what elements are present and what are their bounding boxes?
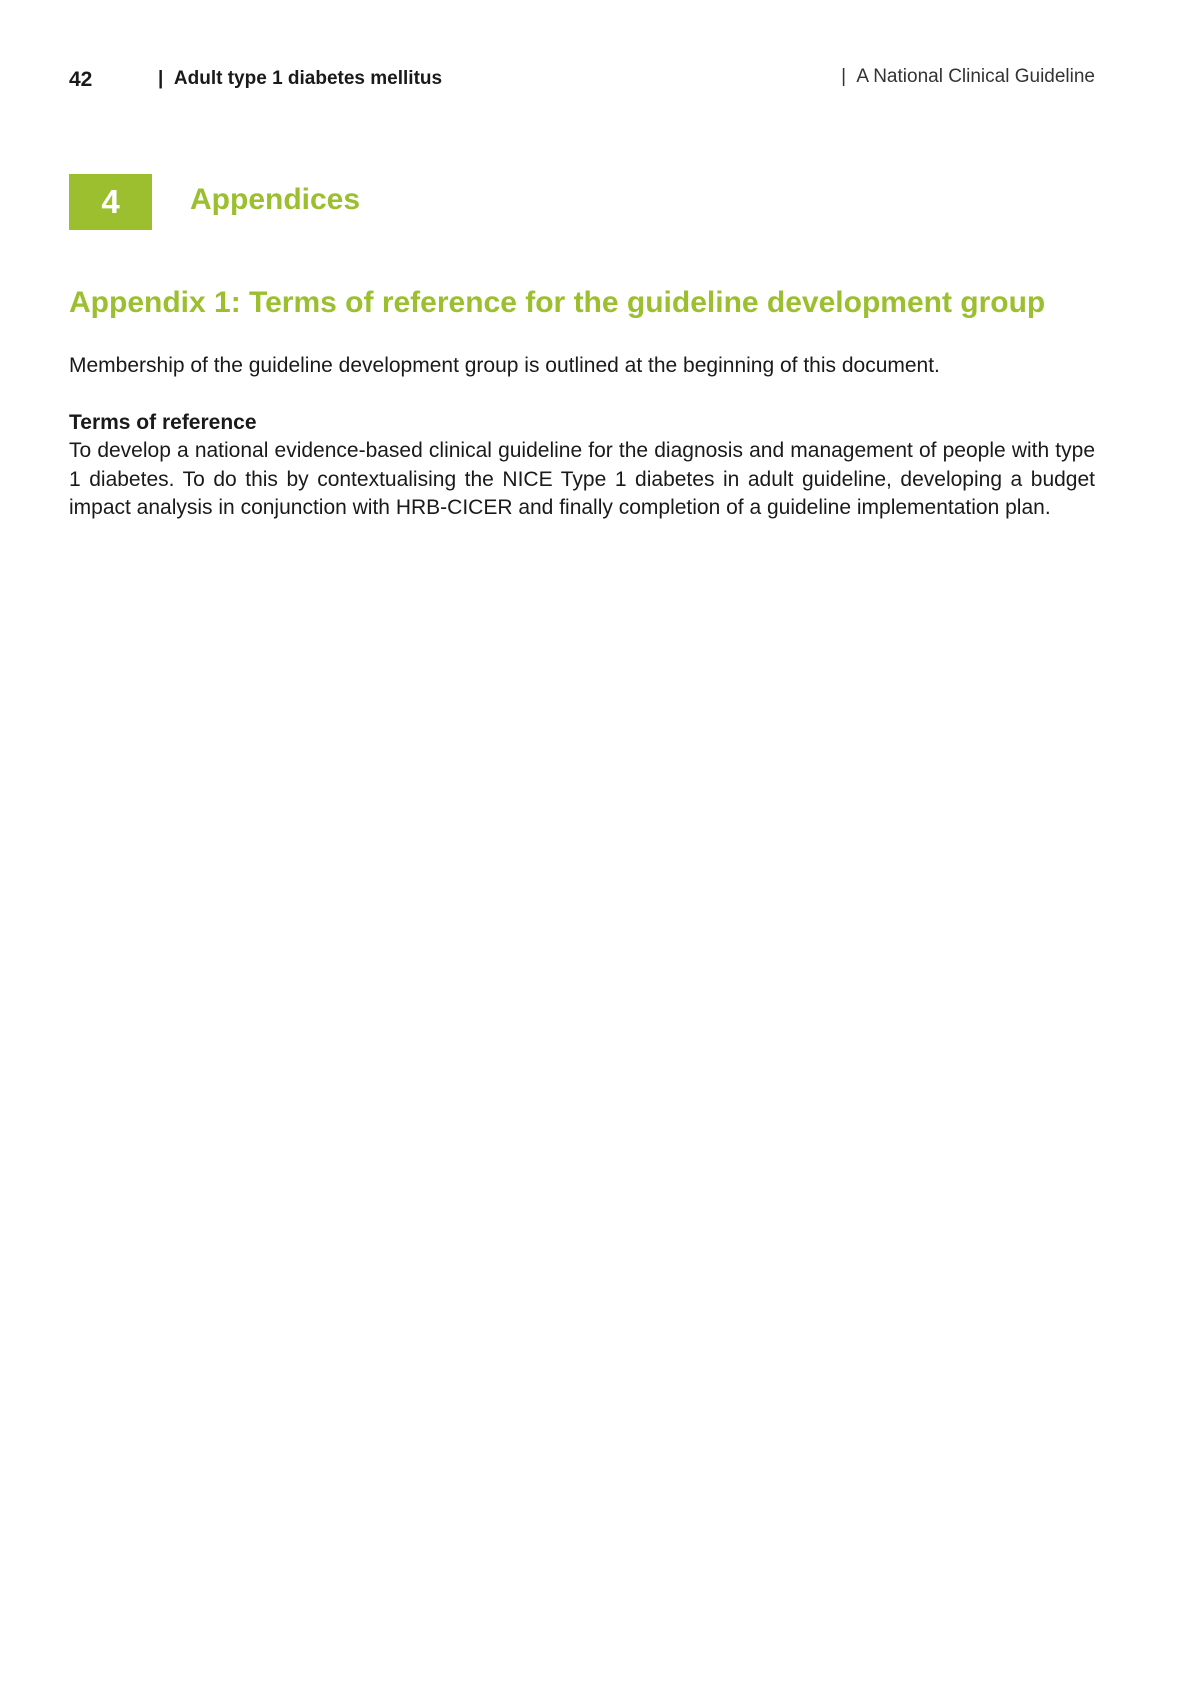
terms-of-reference-body: To develop a national evidence-based clinical guideline for the diagnosis and management of people with type 1 diabetes. To do this by contextualising the NICE Type 1 diabetes in adult guideline, developing a budget impact analysis in conjunction with HRB-CICER and finally completion of a guideline implementation plan. [69, 439, 1095, 519]
chapter-title: Appendices [190, 183, 361, 216]
document-title: Adult type 1 diabetes mellitus [173, 68, 443, 89]
page-number: 42 [69, 68, 93, 91]
header-separator: | [158, 68, 164, 89]
appendix-heading: Appendix 1: Terms of reference for the guideline development group [69, 286, 1046, 319]
header-separator-right: | [841, 66, 847, 87]
chapter-number-badge: 4 [69, 174, 152, 230]
terms-of-reference-heading: Terms of reference [69, 411, 257, 434]
intro-paragraph: Membership of the guideline development group is outlined at the beginning of this document. [69, 354, 940, 377]
running-header-right [841, 66, 1095, 88]
running-header-left [158, 68, 442, 90]
series-title: A National Clinical Guideline [856, 66, 1095, 87]
